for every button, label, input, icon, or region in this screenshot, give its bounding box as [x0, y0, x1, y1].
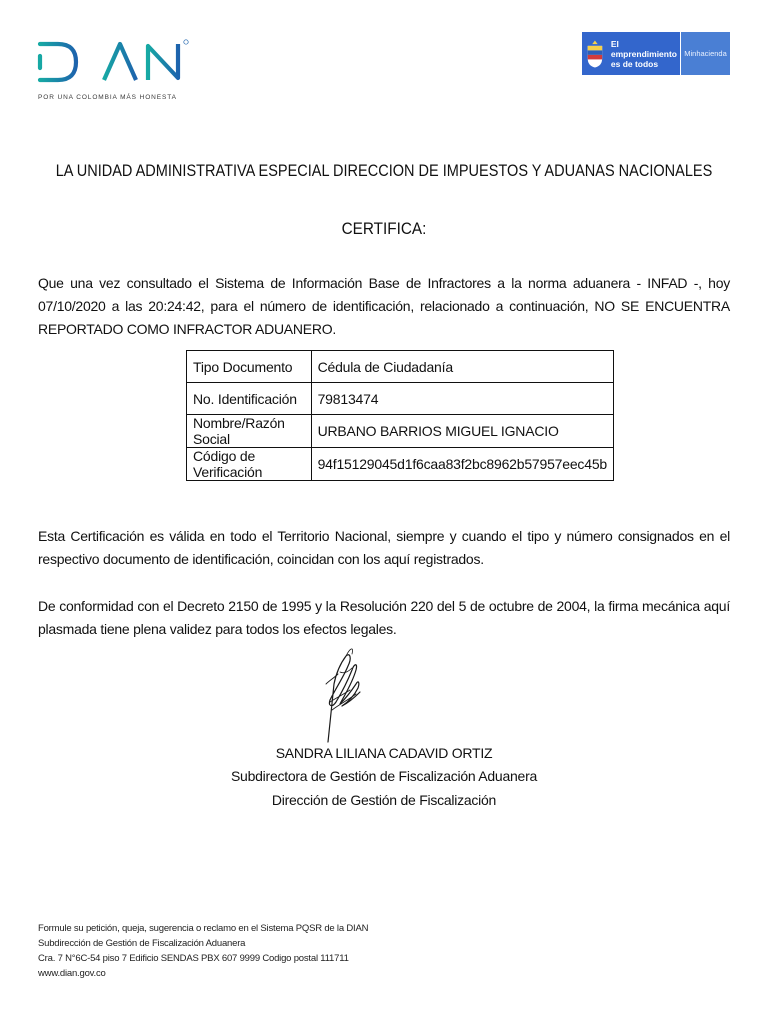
- identification-table: [186, 350, 614, 481]
- signatory-role: Subdirectora de Gestión de Fiscalización Aduanera: [230, 768, 538, 784]
- table-row: [187, 448, 614, 481]
- table-value: URBANO BARRIOS MIGUEL IGNACIO: [311, 415, 613, 448]
- consultation-paragraph: Que una vez consultado el Sistema de Información Base de Infractores a la norma aduanera - INFAD -, hoy 07/10/2020 a las 20:24:42, para el número de identificación, relacionado a continuación, NO SE ENCUENTRA REPORTADO COMO INFRACTOR ADUANERO.: [38, 275, 730, 337]
- validity-paragraph: Esta Certificación es válida en todo el Territorio Nacional, siempre y cuando el tipo y número consignados en el respectivo documento de identificación, coincidan con los aquí registrados.: [38, 528, 730, 567]
- document-title: LA UNIDAD ADMINISTRATIVA ESPECIAL DIRECCION DE IMPUESTOS Y ADUANAS NACIONALES: [55, 162, 713, 180]
- footer: [38, 921, 368, 981]
- footer-website-link[interactable]: www.dian.gov.co: [38, 968, 106, 979]
- table-label: Código de Verificación: [187, 448, 312, 481]
- signatory-department: Dirección de Gestión de Fiscalización: [271, 792, 497, 808]
- gov-slogan-line1: El emprendimiento: [610, 38, 677, 59]
- handwritten-signature: [306, 644, 386, 744]
- legal-paragraph: De conformidad con el Decreto 2150 de 1995 y la Resolución 220 del 5 de octubre de 2004, la firma mecánica aquí plasmada tiene plena validez para todos los efectos legales.: [38, 598, 730, 637]
- gov-logo-left: [582, 32, 680, 75]
- table-label: Nombre/Razón Social: [187, 415, 312, 448]
- table-value: 79813474: [311, 383, 613, 415]
- gov-slogan: [611, 39, 680, 69]
- gov-slogan-line2: es de todos: [610, 58, 659, 69]
- table-value: Cédula de Ciudadanía: [311, 351, 613, 383]
- dian-logo: [36, 38, 196, 102]
- government-logo: [582, 32, 730, 75]
- footer-address-line: Cra. 7 N°6C-54 piso 7 Edificio SENDAS PBX 607 9999 Codigo postal 111711: [38, 953, 349, 964]
- signatory-name: SANDRA LILIANA CADAVID ORTIZ: [275, 745, 493, 761]
- table-label: Tipo Documento: [187, 351, 312, 383]
- certifica-heading: CERTIFICA:: [341, 219, 427, 238]
- table-label: No. Identificación: [187, 383, 312, 415]
- table-row: [187, 383, 614, 415]
- table-value: 94f15129045d1f6caa83f2bc8962b57957eec45b: [311, 448, 613, 481]
- footer-pqsr-line: Formule su petición, queja, sugerencia o reclamo en el Sistema PQSR de la DIAN: [38, 923, 369, 934]
- table-row: [187, 351, 614, 383]
- footer-office-line: Subdirección de Gestión de Fiscalización Aduanera: [38, 938, 246, 949]
- table-row: [187, 415, 614, 448]
- coat-of-arms-icon: [585, 37, 605, 71]
- dian-slogan: POR UNA COLOMBIA MÁS HONESTA: [38, 94, 177, 101]
- gov-ministry: Minhacienda: [680, 32, 730, 75]
